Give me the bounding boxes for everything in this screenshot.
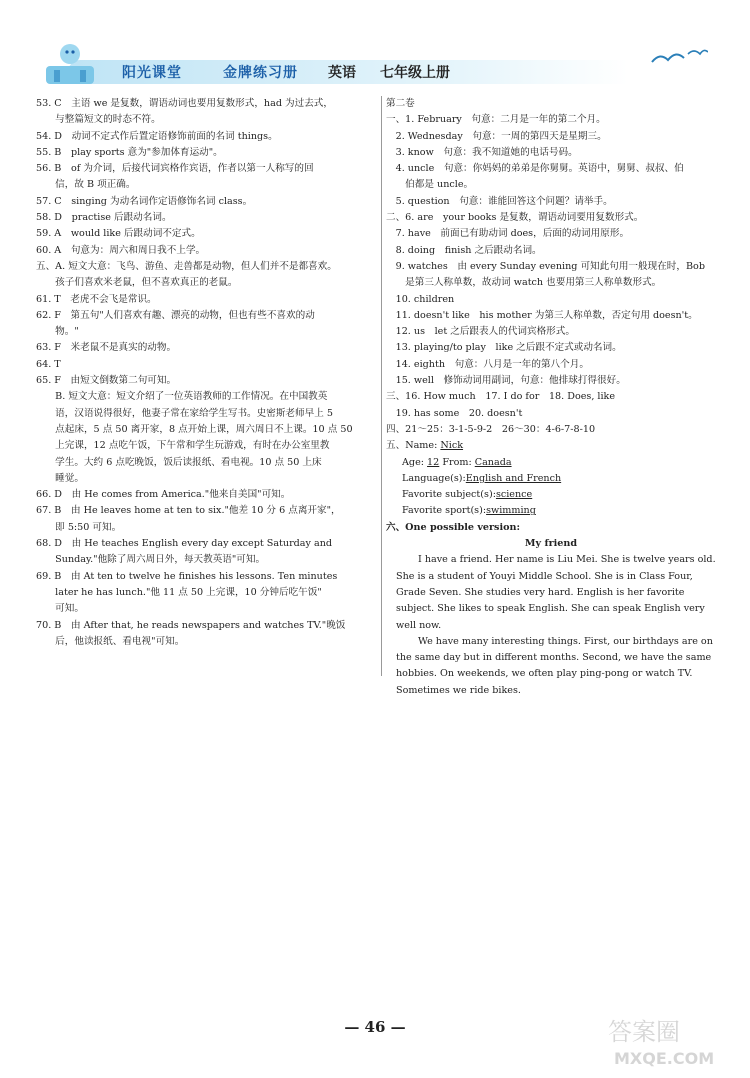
answer-line: 63. F 米老鼠不是真实的动物。 <box>36 342 177 354</box>
mascot-logo-icon <box>40 40 100 86</box>
answer-line: 5. question 句意：谁能回答这个问题？请举手。 <box>386 195 613 207</box>
answer-line: 65. F 由短文倒数第二句可知。 <box>36 375 177 387</box>
answer-line: 58. D practise 后跟动名词。 <box>36 212 172 224</box>
answer-line: 19. has some 20. doesn't <box>386 407 523 419</box>
answer-line: 点起床，5 点 50 离开家，8 点开始上课，周六周日不上课。10 点 50 <box>36 423 353 435</box>
answer-line: 9. watches 由 every Sunday evening 可知此句用一般现在时，Bob <box>386 260 705 272</box>
answer-line: 8. doing finish 之后跟动名词。 <box>386 244 542 256</box>
form-sport-value: swimming <box>486 505 536 517</box>
form-name-value: Nick <box>440 440 464 452</box>
form-subject-row <box>386 487 716 503</box>
subject-label: 英语 <box>328 65 356 81</box>
form-sport-label: Favorite sport(s): <box>402 505 487 517</box>
answer-line: 11. doesn't like his mother 为第三人称单数，否定句用 doesn't。 <box>386 309 698 321</box>
grade-label: 七年级上册 <box>380 65 450 81</box>
column-divider <box>381 96 382 676</box>
form-subject-value: science <box>495 489 533 501</box>
form-name-label: Name: <box>405 440 438 452</box>
answer-line: 即 5:50 可知。 <box>36 521 122 533</box>
brand-title: 阳光课堂 <box>122 65 182 81</box>
answer-line: 14. eighth 句意：八月是一年的第八个月。 <box>386 358 589 370</box>
answer-line: B. 短文大意：短文介绍了一位英语教师的工作情况。在中国教英 <box>36 391 328 403</box>
header-banner <box>28 40 728 86</box>
answer-line: 五、A. 短文大意：飞鸟、游鱼、走兽都是动物，但人们并不是都喜欢。 <box>36 260 337 272</box>
answer-line: 67. B 由 He leaves home at ten to six."他差 10 分 6 点离开家"， <box>36 505 341 517</box>
answer-line: 53. C 主语 we 是复数，谓语动词也要用复数形式，had 为过去式， <box>36 98 333 109</box>
answer-line: 睡觉。 <box>36 472 84 484</box>
form-language-row <box>386 471 716 487</box>
form-age-label: Age: <box>402 456 424 468</box>
answer-line: 上完课，12 点吃午饭，下午常和学生玩游戏，有时在办公室里教 <box>36 440 330 452</box>
watermark-logo-icon <box>600 1010 740 1070</box>
form-from-value: Canada <box>474 456 512 468</box>
answers-right-column <box>386 96 716 699</box>
answer-line: 69. B 由 At ten to twelve he finishes his lessons. Ten minutes <box>36 570 338 582</box>
form-language-value: English and French <box>465 472 562 484</box>
answer-line: 信，故 B 项正确。 <box>36 179 136 191</box>
section-title: 第二卷 <box>386 98 415 109</box>
answer-line: 伯都是 uncle。 <box>386 179 474 191</box>
essay-intro: 六、One possible version: <box>386 521 521 533</box>
answer-line: Sunday."他除了周六周日外，每天教英语"可知。 <box>36 554 266 566</box>
answer-line: 54. D 动词不定式作后置定语修饰前面的名词 things。 <box>36 130 278 142</box>
watermark-bottom: MXQE.COM <box>614 1049 715 1068</box>
answer-line: 15. well 修饰动词用副词，句意：他排球打得很好。 <box>386 375 626 387</box>
answer-line: 60. A 句意为：周六和周日我不上学。 <box>36 244 206 256</box>
essay-paragraph-1: I have a friend. Her name is Liu Mei. She is twelve years old. She is a student of Youyi Middle School. She is in Class Four, Grade Seven. She studies very hard. English is her favorite subject. She likes to speak English. She can speak English very well now. <box>396 554 716 631</box>
essay-paragraph-2: We have many interesting things. First, our birthdays are on the same day but in different months. Second, we have the same hobbies. On weekends, we often play ping-pong or watch TV. Sometimes we ride bikes. <box>396 635 713 696</box>
answer-line: 62. F 第五句"人们喜欢有趣、漂亮的动物，但也有些不喜欢的动 <box>36 309 315 321</box>
answer-line: 孩子们喜欢米老鼠，但不喜欢真正的老鼠。 <box>36 277 238 289</box>
essay-title: My friend <box>524 538 578 550</box>
watermark-top: 答案圈 <box>608 1018 680 1046</box>
answer-line: 59. A would like 后跟动词不定式。 <box>36 228 201 240</box>
answer-line: 2. Wednesday 句意：一周的第四天是星期三。 <box>386 130 607 142</box>
answer-line: 7. have 前面已有助动词 does，后面的动词用原形。 <box>386 228 630 240</box>
answer-line: 物。" <box>36 326 79 338</box>
form-age-row <box>386 455 716 471</box>
answer-line: 后，他读报纸、看电视"可知。 <box>36 635 185 647</box>
form-name-row <box>386 438 716 454</box>
answer-line: 12. us let 之后跟表人的代词宾格形式。 <box>386 326 575 338</box>
form-subject-label: Favorite subject(s): <box>402 489 496 501</box>
answer-line: 三、16. How much 17. I do for 18. Does, like <box>386 391 616 403</box>
answer-line: 一、1. February 句意：二月是一年的第二个月。 <box>386 114 606 126</box>
answer-line: 10. children <box>386 293 455 305</box>
series-title: 金牌练习册 <box>223 65 298 81</box>
form-from-label: From: <box>442 456 472 468</box>
form-language-label: Language(s): <box>402 472 466 484</box>
answer-line: 55. B play sports 意为"参加体育运动"。 <box>36 146 223 158</box>
answer-line: 学生。大约 6 点吃晚饭，饭后读报纸、看电视。10 点 50 上床 <box>36 456 322 468</box>
answer-line: 64. T <box>36 358 61 370</box>
answer-line: 61. T 老虎不会飞是常识。 <box>36 293 157 305</box>
answer-line: later he has lunch."他 11 点 50 上完课，10 分钟后吃午饭" <box>36 586 322 598</box>
answer-line: 70. B 由 After that, he reads newspapers and watches TV."晚饭 <box>36 619 346 631</box>
answer-line: 四、21～25：3-1-5-9-2 26～30：4-6-7-8-10 <box>386 423 596 435</box>
form-sport-row <box>386 503 716 519</box>
answer-line: 56. B of 为介词，后接代词宾格作宾语，作者以第一人称写的回 <box>36 163 314 175</box>
answer-line: 13. playing/to play like 之后跟不定式或动名词。 <box>386 342 622 354</box>
answer-line: 68. D 由 He teaches English every day except Saturday and <box>36 538 333 550</box>
form-prefix: 五、 <box>386 440 406 452</box>
form-age-value: 12 <box>427 456 440 468</box>
answer-line: 是第三人称单数，故动词 watch 也要用第三人称单数形式。 <box>386 277 662 289</box>
birds-icon <box>648 42 708 72</box>
answer-line: 语，汉语说得很好，他妻子常在家给学生写书。史密斯老师早上 5 <box>36 407 333 419</box>
page-number: — 46 — <box>344 1018 406 1036</box>
answer-line: 3. know 句意：我不知道她的电话号码。 <box>386 146 578 158</box>
answer-line: 4. uncle 句意：你妈妈的弟弟是你舅舅。英语中，舅舅、叔叔、伯 <box>386 163 684 175</box>
answers-left-column <box>36 96 376 650</box>
answer-line: 66. D 由 He comes from America."他来自美国"可知。 <box>36 489 291 501</box>
answer-line: 可知。 <box>36 603 84 615</box>
answer-line: 二、6. are your books 是复数，谓语动词要用复数形式。 <box>386 212 644 224</box>
answer-line: 57. C singing 为动名词作定语修饰名词 class。 <box>36 195 253 207</box>
answer-line: 与整篇短文的时态不符。 <box>36 114 161 126</box>
